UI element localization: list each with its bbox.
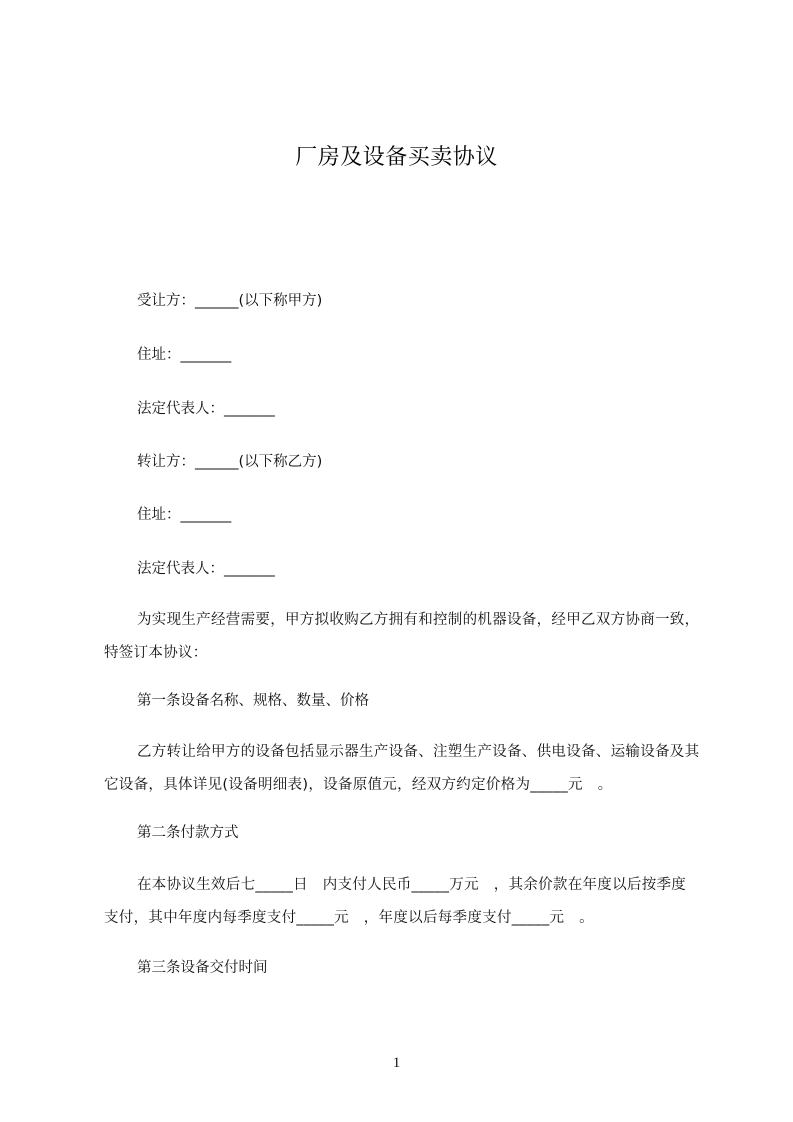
article-1-heading: 第一条设备名称、规格、数量、价格 bbox=[137, 693, 369, 709]
party-transferor-address: 住址：_______ bbox=[137, 507, 232, 523]
article-2-body: 在本协议生效后七_____日 内支付人民币_____万元 ，其余价款在年度以后按季度支付，其中年度内每季度支付_____元 ，年度以后每季度支付_____元 。 bbox=[104, 877, 687, 926]
party-transferor-representative: 法定代表人：_______ bbox=[137, 561, 275, 577]
party-transferee-address: 住址：_______ bbox=[137, 347, 232, 363]
document-title: 厂房及设备买卖协议 bbox=[295, 145, 498, 170]
page-number: 1 bbox=[392, 1055, 401, 1071]
intro-paragraph: 为实现生产经营需要，甲方拟收购乙方拥有和控制的机器设备，经甲乙双方协商一致，特签订本协议： bbox=[104, 612, 700, 661]
party-transferee: 受让方：______(以下称甲方) bbox=[137, 293, 323, 309]
article-3-heading: 第三条设备交付时间 bbox=[137, 960, 268, 976]
article-2-heading: 第二条付款方式 bbox=[137, 825, 239, 841]
party-transferee-representative: 法定代表人：_______ bbox=[137, 401, 275, 417]
article-1-body: 乙方转让给甲方的设备包括显示器生产设备、注塑生产设备、供电设备、运输设备及其它设备，具体详见(设备明细表)，设备原值元，经双方约定价格为_____元 。 bbox=[104, 744, 700, 793]
party-transferor: 转让方：______(以下称乙方) bbox=[137, 454, 323, 470]
